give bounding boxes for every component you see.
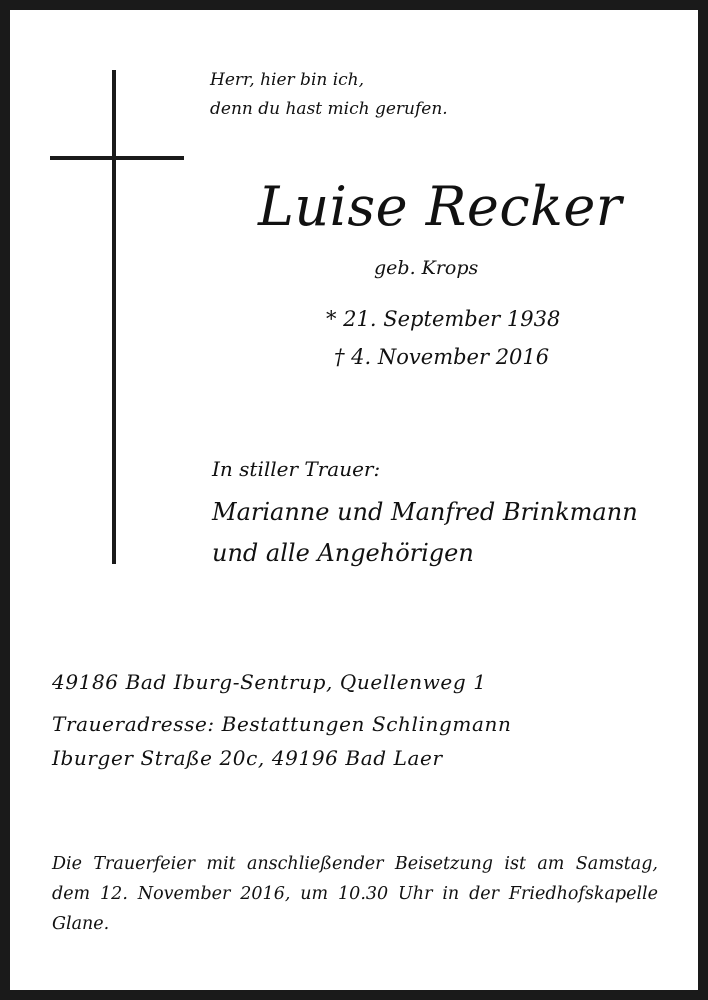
service-notice-line-1: Die Trauerfeier mit anschließender Beisetzung ist am Samstag, <box>52 854 658 874</box>
mourning-address-line-1: Traueradresse: Bestattungen Schlingmann <box>52 712 512 736</box>
mourners-line-1: Marianne und Manfred Brinkmann <box>212 498 638 526</box>
cross-vertical-bar <box>112 70 116 564</box>
home-address: 49186 Bad Iburg-Sentrup, Quellenweg 1 <box>52 670 487 694</box>
service-notice-line-2: dem 12. November 2016, um 10.30 Uhr in der Friedhofskapelle <box>52 884 658 904</box>
mourning-label: In stiller Trauer: <box>212 457 381 481</box>
verse-line-1: Herr, hier bin ich, <box>210 70 365 90</box>
maiden-name: geb. Krops <box>374 257 479 279</box>
death-date: † 4. November 2016 <box>334 345 550 369</box>
mourning-address-line-2: Iburger Straße 20c, 49196 Bad Laer <box>52 746 443 770</box>
cross-horizontal-bar <box>50 156 184 160</box>
birth-date: * 21. September 1938 <box>326 307 561 331</box>
verse-line-2: denn du hast mich gerufen. <box>210 99 448 119</box>
service-notice-line-3: Glane. <box>52 914 110 934</box>
mourners-line-2: und alle Angehörigen <box>212 539 474 567</box>
deceased-name: Luise Recker <box>258 175 623 238</box>
